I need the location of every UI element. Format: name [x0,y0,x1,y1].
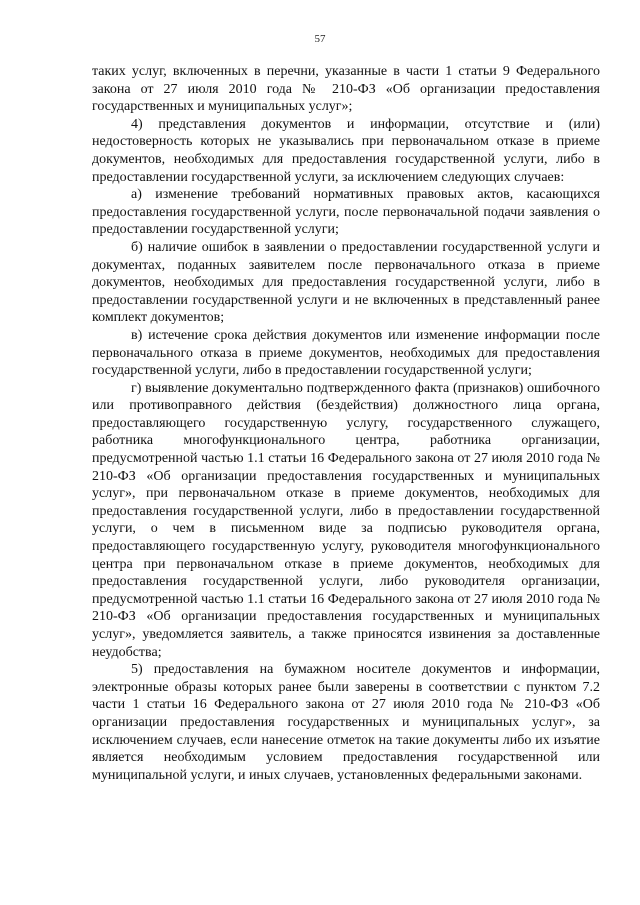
paragraph-subitem-b: б) наличие ошибок в заявлении о предоставлении государственной услуги и документах, поданных заявителем после первоначального отказа в приеме документов, необходимых для предоставления государственной услуги, либо в предоставлении государственной услуги и не включенных в представленный ранее комплект документов; [92,239,600,326]
paragraph-subitem-g: г) выявление документально подтвержденного факта (признаков) ошибочного или противоправного действия (бездействия) должностного лица органа, предоставляющего государственную услугу, государственного служащего, работника многофункционального центра, работника организации, предусмотренной частью 1.1 статьи 16 Федерального закона от 27 июля 2010 года № 210-ФЗ «Об организации предоставления государственных и муниципальных услуг», при первоначальном отказе в приеме документов, необходимых для предоставления государственной услуги, либо в предоставлении государственной услуги, о чем в письменном виде за подписью руководителя органа, предоставляющего государственную услугу, руководителя многофункционального центра при первоначальном отказе в приеме документов, необходимых для предоставления государственной услуги, либо руководителя организации, предусмотренной частью 1.1 статьи 16 Федерального закона от 27 июля 2010 года № 210-ФЗ «Об организации предоставления государственных и муниципальных услуг», уведомляется заявитель, а также приносятся извинения за доставленные неудобства; [92,380,600,660]
paragraph-item-5: 5) предоставления на бумажном носителе документов и информации, электронные образы которых ранее были заверены в соответствии с пунктом 7.2 части 1 статьи 16 Федерального закона от 27 июля 2010 года № 210-ФЗ «Об организации предоставления государственных и муниципальных услуг», за исключением случаев, если нанесение отметок на такие документы либо их изъятие является необходимым условием предоставления государственной или муниципальной услуги, и иных случаев, установленных федеральными законами. [92,662,600,783]
paragraph-subitem-a: а) изменение требований нормативных правовых актов, касающихся предоставления государственной услуги, после первоначальной подачи заявления о предоставлении государственной услуги; [92,187,600,238]
paragraph-item-4: 4) представления документов и информации, отсутствие и (или) недостоверность которых не указывались при первоначальном отказе в приеме документов, необходимых для предоставления государственной услуги, либо в предоставлении государственной услуги, за исключением следующих случаев: [92,116,600,185]
page-number: 57 [314,33,326,45]
paragraph-services-list-continuation: таких услуг, включенных в перечни, указанные в части 1 статьи 9 Федерального закона от 27 июля 2010 года № 210-ФЗ «Об организации предоставления государственных и муниципальных услуг»; [92,64,600,115]
document-body [92,63,600,784]
paragraph-subitem-v: в) истечение срока действия документов или изменение информации после первоначального отказа в приеме документов, необходимых для предоставления государственной услуги, либо в предоставлении государственной услуги; [92,327,600,379]
